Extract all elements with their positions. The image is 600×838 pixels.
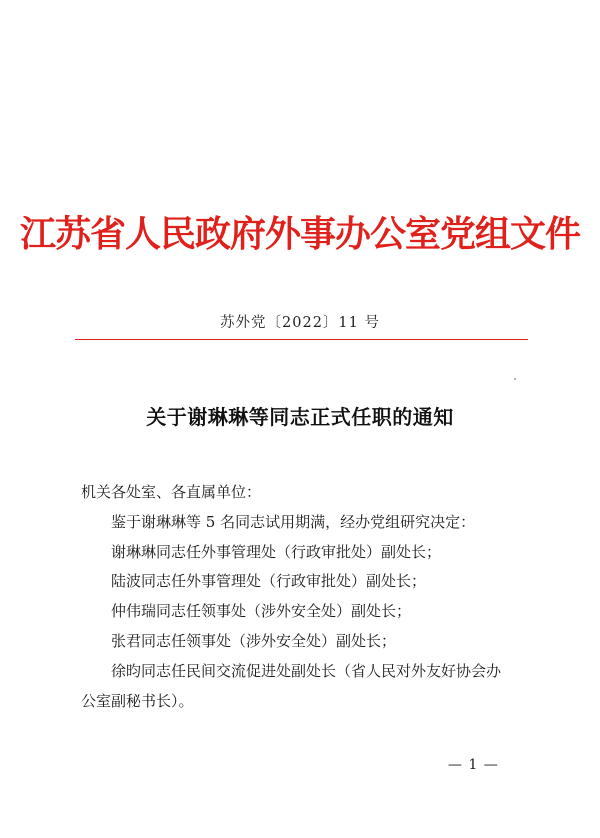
appointment-item: 陆波同志任外事管理处（行政审批处）副处长；: [111, 572, 427, 591]
appointment-item: 张君同志任领事处（涉外安全处）副处长；: [111, 631, 397, 650]
appointment-continuation: 公室副秘书长）。: [81, 691, 194, 710]
scan-speck: [514, 378, 516, 380]
page-number: — 1 —: [448, 757, 499, 773]
appointment-item: 谢琳琳同志任外事管理处（行政审批处）副处长；: [111, 542, 442, 561]
salutation: 机关各处室、各直属单位：: [81, 483, 262, 501]
appointment-item: 徐昀同志任民间交流促进处副处长（省人民对外友好协会办: [111, 661, 502, 680]
appointment-item: 仲伟瑞同志任领事处（涉外安全处）副处长；: [111, 602, 412, 621]
document-header-title: 江苏省人民政府外事办公室党组文件: [19, 213, 580, 255]
red-divider-line: [75, 339, 528, 340]
notice-title: 关于谢琳琳等同志正式任职的通知: [146, 405, 454, 429]
document-number: 苏外党〔2022〕11 号: [220, 315, 380, 331]
document-body: [81, 478, 541, 716]
intro-paragraph: 鉴于谢琳琳等 5 名同志试用期满，经办党组研究决定：: [111, 512, 476, 531]
